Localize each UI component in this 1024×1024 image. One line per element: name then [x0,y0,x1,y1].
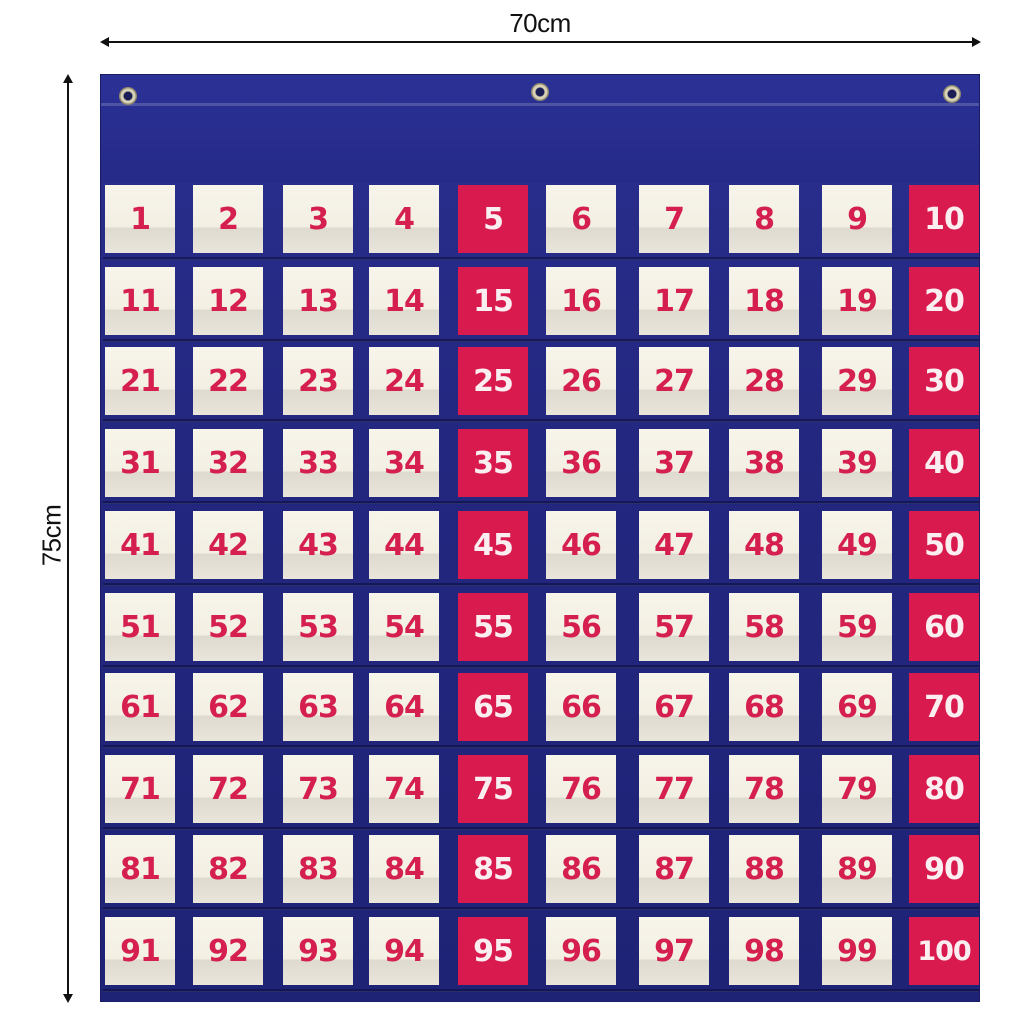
number-card-label: 64 [384,689,424,725]
number-card-label: 8 [754,201,774,237]
number-card [546,673,616,741]
number-card-label: 87 [654,851,694,887]
number-card-label: 95 [473,933,513,969]
number-card [369,593,439,661]
number-card [283,347,353,415]
number-card-label: 34 [384,445,424,481]
number-card [822,593,892,661]
number-card-label: 52 [208,609,248,645]
number-card-label: 83 [298,851,338,887]
number-card-label: 60 [924,609,964,645]
number-card [822,267,892,335]
number-card [909,755,979,823]
number-card-label: 96 [561,933,601,969]
number-card [909,185,979,253]
number-card-label: 73 [298,771,338,807]
number-card-label: 5 [483,201,503,237]
number-card [729,835,799,903]
number-card [369,429,439,497]
number-card-label: 88 [744,851,784,887]
number-card-label: 16 [561,283,601,319]
number-card-label: 18 [744,283,784,319]
number-card [458,673,528,741]
number-card [105,267,175,335]
number-card [283,755,353,823]
number-card [909,593,979,661]
number-card [193,267,263,335]
number-card-label: 90 [924,851,964,887]
pocket-seam [103,827,979,830]
number-card [822,755,892,823]
arrow-down-icon [63,994,73,1003]
number-card [822,185,892,253]
number-card-label: 63 [298,689,338,725]
number-card [458,429,528,497]
number-card-label: 20 [924,283,964,319]
number-card-label: 82 [208,851,248,887]
number-card-label: 61 [120,689,160,725]
number-card-label: 33 [298,445,338,481]
number-card [909,347,979,415]
number-card [369,185,439,253]
number-card-label: 77 [654,771,694,807]
number-card [458,347,528,415]
number-card [822,347,892,415]
number-card [639,593,709,661]
number-card [283,835,353,903]
number-card [639,267,709,335]
number-card-label: 31 [120,445,160,481]
number-card [369,917,439,985]
number-card-label: 19 [837,283,877,319]
number-card [193,347,263,415]
number-card [105,511,175,579]
height-dimension-label: 75cm [36,504,67,567]
number-card [458,185,528,253]
number-card-label: 91 [120,933,160,969]
number-card [639,835,709,903]
number-card-label: 84 [384,851,424,887]
number-card-label: 12 [208,283,248,319]
number-card-label: 53 [298,609,338,645]
number-card-label: 26 [561,363,601,399]
number-card-label: 70 [924,689,964,725]
number-card-label: 50 [924,527,964,563]
width-dimension-label: 70cm [509,8,571,38]
number-card-label: 51 [120,609,160,645]
number-card-label: 72 [208,771,248,807]
number-card-label: 27 [654,363,694,399]
number-card-label: 4 [394,201,414,237]
number-card [369,347,439,415]
number-card-label: 76 [561,771,601,807]
number-card-label: 78 [744,771,784,807]
number-card-label: 32 [208,445,248,481]
number-card-label: 94 [384,933,424,969]
number-card-label: 68 [744,689,784,725]
number-card-label: 13 [298,283,338,319]
number-card [546,593,616,661]
number-card [283,185,353,253]
number-card [458,755,528,823]
number-card [909,511,979,579]
number-card-label: 7 [664,201,684,237]
number-card-label: 86 [561,851,601,887]
number-card [909,835,979,903]
number-card-label: 11 [120,283,160,319]
number-card-label: 22 [208,363,248,399]
number-card-label: 48 [744,527,784,563]
number-card-label: 9 [847,201,867,237]
number-card [105,429,175,497]
number-card-label: 57 [654,609,694,645]
pocket-seam [103,339,979,342]
number-card-label: 17 [654,283,694,319]
number-card-label: 23 [298,363,338,399]
number-card [458,511,528,579]
number-card-label: 93 [298,933,338,969]
number-card-label: 40 [924,445,964,481]
number-card [909,673,979,741]
number-card-label: 89 [837,851,877,887]
number-card [105,673,175,741]
number-card-label: 97 [654,933,694,969]
number-card [283,429,353,497]
number-card [639,673,709,741]
number-card-label: 21 [120,363,160,399]
number-card [546,917,616,985]
number-card [639,185,709,253]
number-card [283,593,353,661]
number-card-label: 30 [924,363,964,399]
number-card [729,593,799,661]
number-card-label: 39 [837,445,877,481]
number-card [639,347,709,415]
number-card-label: 42 [208,527,248,563]
number-card-label: 75 [473,771,513,807]
number-card [729,347,799,415]
number-card-label: 69 [837,689,877,725]
number-card-label: 6 [571,201,591,237]
number-card [369,267,439,335]
number-card [193,593,263,661]
number-card [369,755,439,823]
number-card-label: 2 [218,201,238,237]
number-card-label: 25 [473,363,513,399]
number-card-label: 45 [473,527,513,563]
number-card [822,673,892,741]
number-card [193,673,263,741]
number-card [729,267,799,335]
number-card-label: 79 [837,771,877,807]
number-card-label: 14 [384,283,424,319]
hundreds-pocket-chart [100,74,980,1002]
number-card-label: 35 [473,445,513,481]
number-card [105,347,175,415]
number-card [822,429,892,497]
number-card [546,511,616,579]
number-card-label: 47 [654,527,694,563]
number-card [105,917,175,985]
number-card-label: 55 [473,609,513,645]
number-card [283,511,353,579]
number-card [105,755,175,823]
number-card [729,429,799,497]
number-card [283,673,353,741]
pocket-seam [103,907,979,910]
number-card-label: 1 [130,201,150,237]
number-card [283,267,353,335]
number-card [639,429,709,497]
number-card-label: 29 [837,363,877,399]
number-card [105,593,175,661]
number-card-label: 54 [384,609,424,645]
number-card [105,835,175,903]
number-card-label: 41 [120,527,160,563]
number-card [458,267,528,335]
number-card-label: 67 [654,689,694,725]
number-card-label: 44 [384,527,424,563]
number-card [639,511,709,579]
number-card-label: 58 [744,609,784,645]
number-card-label: 59 [837,609,877,645]
number-card-label: 74 [384,771,424,807]
number-card [369,511,439,579]
number-card [546,347,616,415]
pocket-seam [103,419,979,422]
number-card [546,755,616,823]
number-card [909,917,979,985]
number-card [822,835,892,903]
number-card [546,835,616,903]
number-card [283,917,353,985]
pocket-seam [103,745,979,748]
number-card-label: 99 [837,933,877,969]
number-card [639,917,709,985]
number-card-label: 43 [298,527,338,563]
number-card-label: 65 [473,689,513,725]
arrow-left-icon [100,37,109,47]
number-card [369,673,439,741]
number-card-label: 10 [924,201,964,237]
number-card-label: 81 [120,851,160,887]
number-card-label: 15 [473,283,513,319]
number-card-label: 66 [561,689,601,725]
number-card [546,267,616,335]
pocket-seam [103,989,979,992]
number-card [729,673,799,741]
number-card-label: 92 [208,933,248,969]
number-card-label: 49 [837,527,877,563]
number-card [909,267,979,335]
arrow-up-icon [63,74,73,83]
number-card-label: 80 [924,771,964,807]
number-card [546,429,616,497]
number-card-label: 28 [744,363,784,399]
number-card [639,755,709,823]
number-grid [101,75,979,1001]
number-card-label: 56 [561,609,601,645]
number-card-label: 24 [384,363,424,399]
arrow-right-icon [972,37,981,47]
number-card [193,755,263,823]
number-card [822,917,892,985]
number-card [193,511,263,579]
number-card [193,917,263,985]
number-card [193,185,263,253]
number-card-label: 37 [654,445,694,481]
number-card-label: 98 [744,933,784,969]
number-card [193,835,263,903]
number-card [909,429,979,497]
number-card-label: 46 [561,527,601,563]
pocket-seam [103,257,979,260]
number-card [729,755,799,823]
number-card-label: 85 [473,851,513,887]
pocket-seam [103,583,979,586]
number-card [458,835,528,903]
number-card-label: 62 [208,689,248,725]
number-card [729,185,799,253]
number-card-label: 100 [917,935,971,967]
number-card [458,917,528,985]
number-card [822,511,892,579]
number-card [546,185,616,253]
width-dimension-line [104,41,976,43]
pocket-seam [103,665,979,668]
pocket-seam [103,501,979,504]
number-card [369,835,439,903]
number-card-label: 3 [308,201,328,237]
number-card [105,185,175,253]
number-card [458,593,528,661]
number-card-label: 36 [561,445,601,481]
number-card-label: 71 [120,771,160,807]
number-card [729,511,799,579]
number-card [729,917,799,985]
number-card-label: 38 [744,445,784,481]
number-card [193,429,263,497]
